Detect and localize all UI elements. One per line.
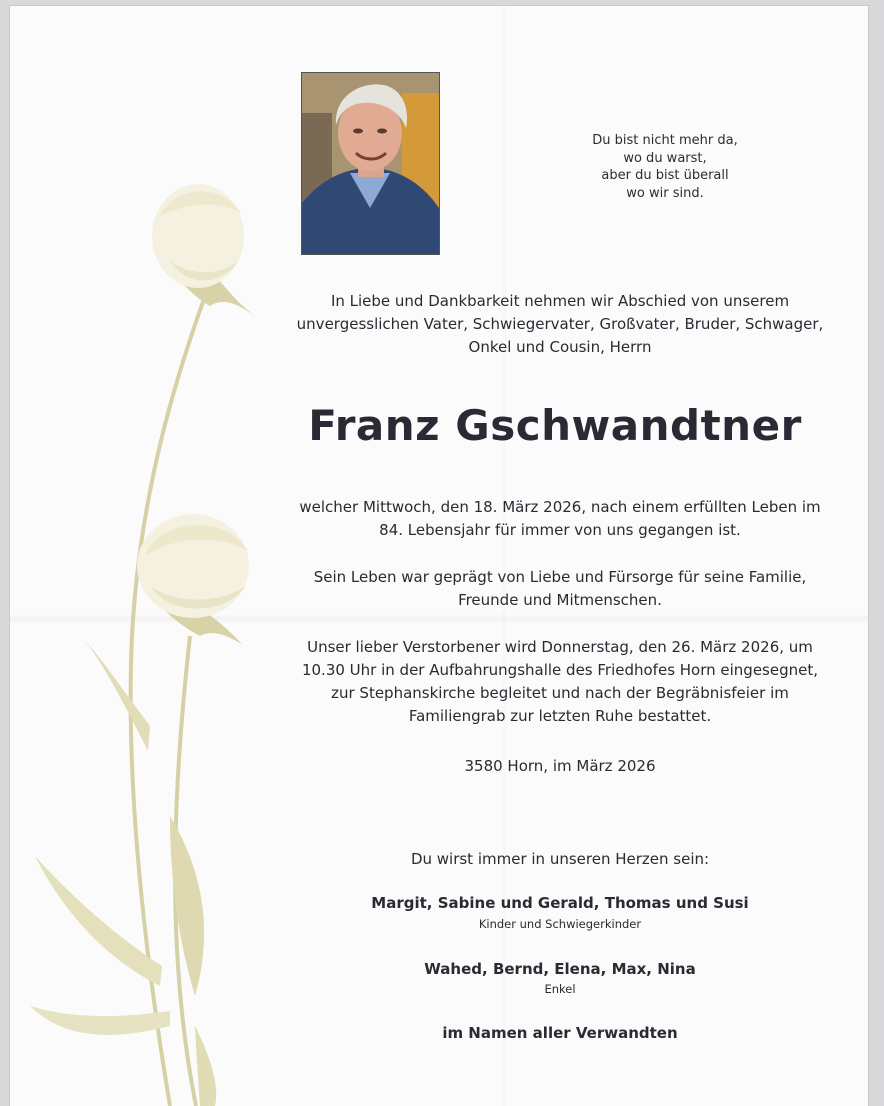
intro-line: unvergesslichen Vater, Schwiegervater, Großvater, Bruder, Schwager,	[296, 315, 824, 333]
funeral-text	[280, 636, 840, 728]
mourners-grandchildren	[280, 958, 840, 981]
intro-line: Onkel und Cousin, Herrn	[468, 338, 652, 356]
quote-line: Du bist nicht mehr da,	[592, 133, 738, 148]
mourners-children-relation	[280, 915, 840, 933]
funeral-line: zur Stephanskirche begleitet und nach der Begräbnisfeier im	[331, 684, 789, 702]
children-names: Margit, Sabine und Gerald, Thomas und Susi	[371, 894, 749, 912]
life-line: Sein Leben war geprägt von Liebe und Fürsorge für seine Familie,	[313, 568, 807, 586]
place-date-text: 3580 Horn, im März 2026	[464, 757, 656, 775]
mourners-closing	[280, 1022, 840, 1045]
mourners-grandchildren-relation	[280, 980, 840, 998]
life-line: Freunde und Mitmenschen.	[458, 591, 662, 609]
funeral-line: Unser lieber Verstorbener wird Donnerstag, den 26. März 2026, um	[307, 638, 813, 656]
memorial-quote	[550, 132, 780, 202]
rose-leaf	[30, 1006, 170, 1035]
passing-line: 84. Lebensjahr für immer von uns gegangen ist.	[379, 521, 741, 539]
quote-line: wo wir sind.	[626, 185, 704, 201]
grandchildren-names: Wahed, Bernd, Elena, Max, Nina	[424, 960, 696, 978]
grandchildren-relation: Enkel	[544, 982, 576, 996]
rose-leaf	[195, 1026, 216, 1106]
passing-text	[280, 496, 840, 542]
deceased-name: Franz Gschwandtner	[308, 401, 802, 450]
closing-text: im Namen aller Verwandten	[442, 1024, 678, 1042]
remembrance-text: Du wirst immer in unseren Herzen sein:	[410, 850, 710, 868]
intro-line: In Liebe und Dankbarkeit nehmen wir Abschied von unserem	[330, 292, 790, 310]
mourners-children	[280, 892, 840, 915]
intro-text	[280, 290, 840, 359]
quote-line: wo du warst,	[623, 150, 707, 166]
funeral-line: Familiengrab zur letzten Ruhe bestattet.	[408, 707, 712, 725]
obituary-sheet	[10, 6, 868, 1106]
remembrance-line	[280, 848, 840, 871]
portrait-photo	[301, 72, 440, 255]
children-relation: Kinder und Schwiegerkinder	[478, 917, 642, 931]
place-date	[280, 755, 840, 778]
white-roses-illustration	[10, 166, 290, 1106]
life-text	[280, 566, 840, 612]
rose-leaf	[85, 641, 150, 751]
quote-line: aber du bist überall	[601, 168, 729, 183]
passing-line: welcher Mittwoch, den 18. März 2026, nach einem erfüllten Leben im	[299, 498, 821, 516]
funeral-line: 10.30 Uhr in der Aufbahrungshalle des Friedhofes Horn eingesegnet,	[301, 661, 819, 679]
